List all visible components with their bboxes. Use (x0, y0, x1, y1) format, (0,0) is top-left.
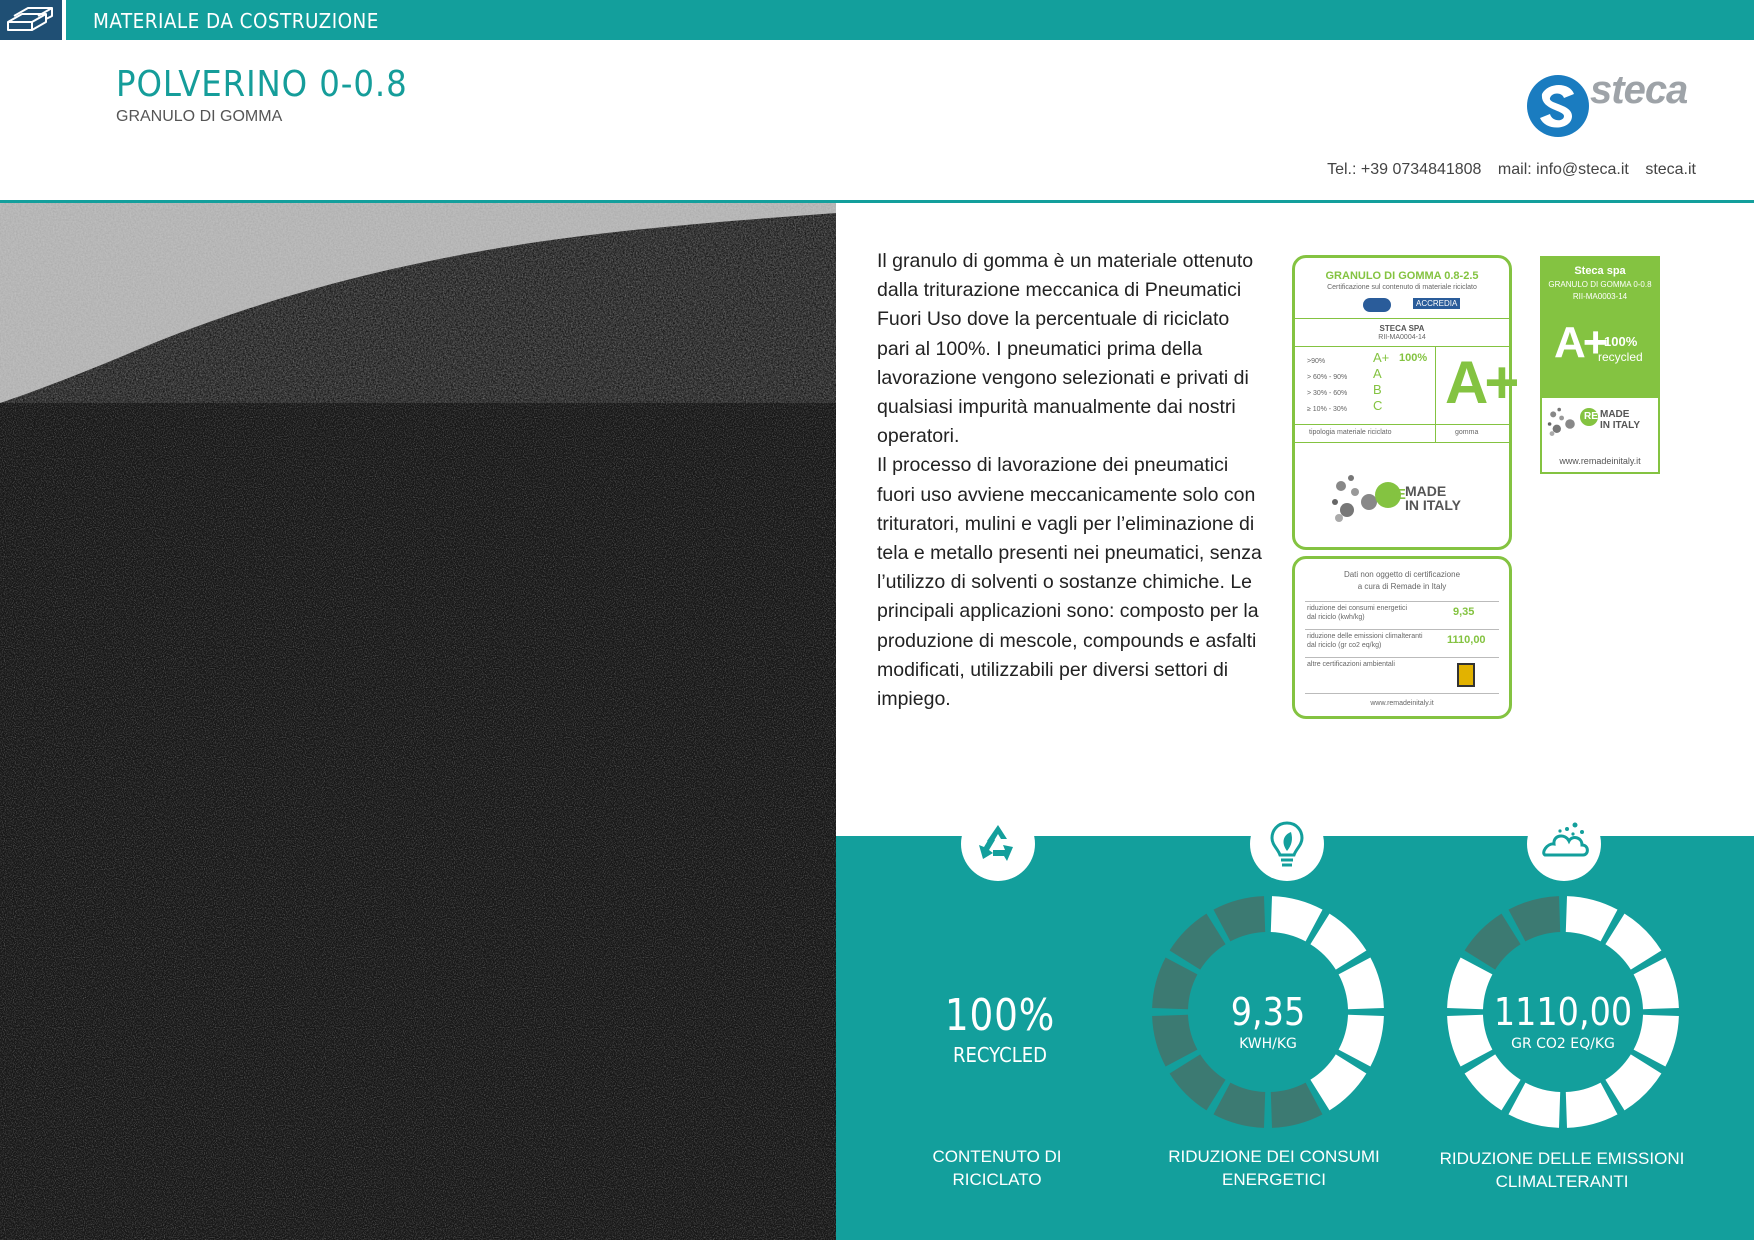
data-row-emissions-label: riduzione delle emissioni climalteranti dal riciclo (gr co2 eq/kg) (1307, 633, 1423, 649)
energy-gauge-segment (1170, 914, 1226, 970)
emissions-gauge-segment (1509, 1083, 1561, 1128)
metric-energy-value: 9,35 (1230, 990, 1306, 1034)
badge-dots-icon (1546, 404, 1582, 444)
environmental-data-label (1292, 556, 1512, 719)
badge-product: GRANULO DI GOMMA 0-0.8 (1548, 280, 1652, 289)
energy-gauge-segment (1310, 914, 1366, 970)
badge-header (1542, 258, 1658, 398)
cert-title: GRANULO DI GOMMA 0.8-2.5 (1325, 270, 1479, 282)
badge-recycled: recycled (1598, 350, 1643, 364)
caption-energy: RIDUZIONE DEI CONSUMI ENERGETICI (1168, 1147, 1380, 1189)
metric-emissions (1463, 990, 1663, 1052)
category-label: MATERIALE DA COSTRUZIONE (93, 9, 379, 33)
cert-type-value: gomma (1455, 429, 1479, 436)
description-paragraph-1: Il granulo di gomma è un materiale ottenuto dalla triturazione meccanica di Pneumatici Fuori Uso dove la percentuale di riciclato pari al 100%. I pneumatici prima della lavorazione vengono selezionati e privati di qualsiasi impurità manualmente dai nostri operatori. (877, 250, 1254, 448)
cert-brand: MADE IN ITALY (1405, 483, 1462, 513)
badge-url[interactable]: www.remadeinitaly.it (1559, 456, 1641, 466)
badge-percent: 100% (1604, 334, 1638, 349)
certification-badge-icon (1457, 663, 1475, 687)
cert-brand-re: RE (1385, 486, 1406, 503)
emissions-gauge-segment (1566, 1083, 1618, 1128)
page-subtitle: GRANULO DI GOMMA (116, 108, 283, 125)
badge-company: Steca spa (1574, 265, 1626, 277)
email-link[interactable]: mail: info@steca.it (1497, 161, 1629, 178)
data-url[interactable]: www.remadeinitaly.it (1370, 700, 1434, 707)
energy-gauge-segment (1271, 896, 1323, 941)
metric-energy (1168, 990, 1368, 1052)
emissions-gauge-segment (1605, 914, 1661, 970)
metric-emissions-value: 1110,00 (1493, 990, 1633, 1034)
cert-percent: 100% (1399, 352, 1428, 364)
emissions-gauge-segment (1605, 1054, 1661, 1110)
contact-line (1315, 161, 1696, 179)
emissions-gauge-segment (1465, 914, 1521, 970)
caption-recycled: CONTENUTO DI RICICLATO (932, 1147, 1062, 1189)
cert-company: STECA SPA (1379, 324, 1425, 333)
data-heading: Dati non oggetto di certificazione a cura di Remade in Italy (1343, 570, 1461, 591)
description-paragraph-2: Il processo di lavorazione dei pneumatici fuori uso avviene meccanicamente solo con trituratori, mulini e vagli per l’eliminazione di tela e metallo presenti nei pneumatici, senza l’utilizzo di solventi o sostanze chimiche. Le principali applicazioni sono: composto per la produzione di mescole, compounds e asfalti modificati, utilizzabili per diversi settori di impiego. (877, 454, 1262, 711)
cert-code: RII-MA0004-14 (1378, 334, 1426, 341)
data-row-energy-value: 9,35 (1453, 606, 1475, 618)
seal-icon (1363, 298, 1391, 312)
data-row-emissions-value: 1110,00 (1447, 634, 1486, 646)
metric-recycled-value: 100% (944, 990, 1056, 1041)
badge-code: RII-MA0003-14 (1572, 292, 1628, 301)
energy-gauge-segment (1170, 1054, 1226, 1110)
recycled-badge-label (1540, 256, 1660, 474)
energy-gauge-segment (1214, 896, 1266, 941)
cert-subtitle: Certificazione sul contenuto di materiale riciclato (1327, 284, 1477, 291)
cert-big-grade: A+ (1445, 349, 1516, 416)
energy-gauge-segment (1310, 1054, 1366, 1110)
description-text (877, 247, 1267, 714)
emissions-gauge-segment (1465, 1054, 1521, 1110)
rubber-granules-photo (0, 203, 836, 1240)
cert-ranges: >90% > 60% - 90% > 30% - 60% ≥ 10% - 30% (1307, 358, 1348, 413)
data-row-other-label: altre certificazioni ambientali (1307, 661, 1395, 668)
metric-energy-unit: KWH/KG (1239, 1036, 1297, 1052)
energy-gauge-segment (1271, 1083, 1323, 1128)
data-row-energy-label: riduzione dei consumi energetici dal riciclo (kwh/kg) (1307, 605, 1407, 621)
logo-wordmark: steca (1590, 68, 1688, 112)
emissions-gauge-segment (1509, 896, 1561, 941)
certification-label (1292, 255, 1516, 550)
top-bar (0, 0, 1754, 40)
steca-logo (1526, 68, 1696, 140)
caption-emissions: RIDUZIONE DELLE EMISSIONI CLIMALTERANTI (1439, 1149, 1685, 1191)
phone-number[interactable]: Tel.: +39 0734841808 (1327, 161, 1482, 178)
badge-brand-re: RE (1584, 411, 1598, 422)
cert-type-label: tipologia materiale riciclato (1309, 429, 1392, 436)
badge-brand: MADE IN ITALY (1600, 409, 1641, 431)
badge-grade: A+ (1554, 318, 1606, 367)
metric-recycled-unit: RECYCLED (953, 1043, 1047, 1067)
page-title: POLVERINO 0-0.8 (116, 64, 408, 105)
website-link[interactable]: steca.it (1645, 161, 1696, 178)
accredia-mark: ACCREDIA (1413, 298, 1460, 309)
energy-gauge-segment (1214, 1083, 1266, 1128)
cert-grades: A+ A B C (1373, 350, 1390, 413)
emissions-gauge-segment (1566, 896, 1618, 941)
metric-emissions-unit: GR CO2 EQ/KG (1511, 1036, 1615, 1052)
brick-icon (0, 0, 62, 40)
